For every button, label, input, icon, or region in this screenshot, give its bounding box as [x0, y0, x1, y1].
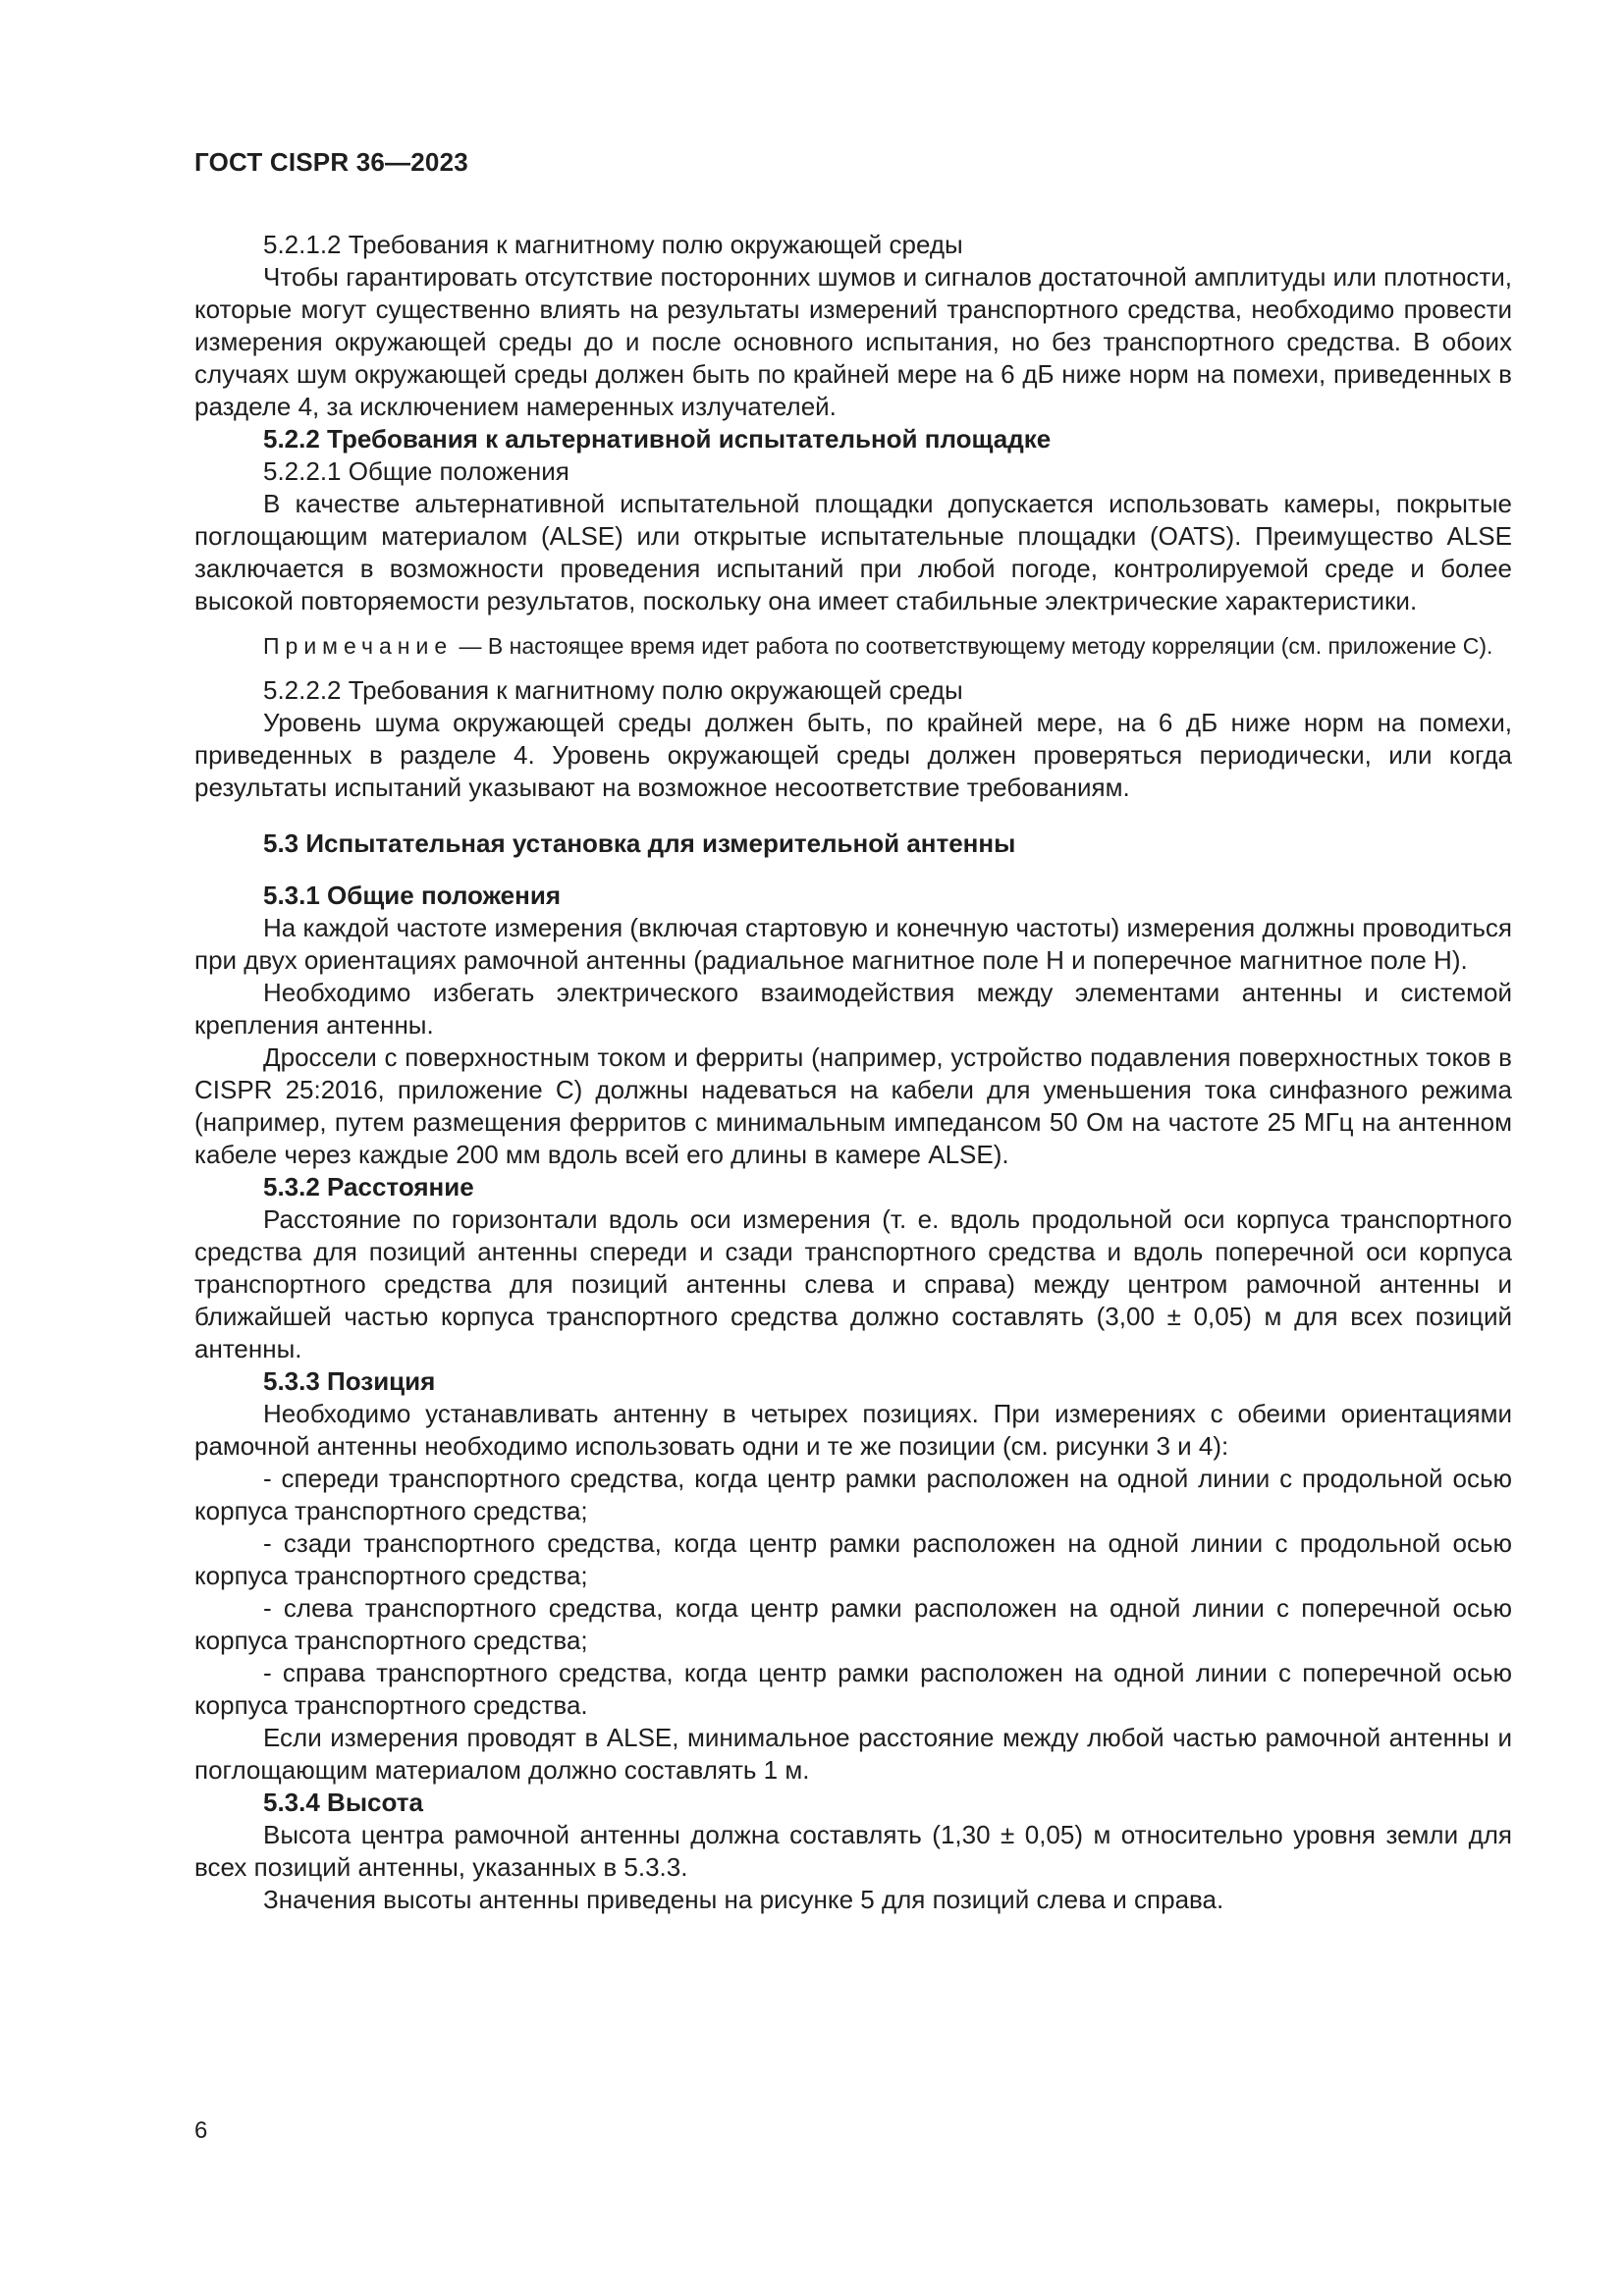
section-heading-5-3-1: 5.3.1 Общие положения [263, 881, 561, 910]
section-heading-5-3-4: 5.3.4 Высота [263, 1788, 423, 1817]
body-paragraph: В качестве альтернативной испытательной площадки допускается использовать камеры, покрытые поглощающим материалом (ALSE) или открытые испытательные площадки (OATS). Преимущество ALSE заключается в возможности проведения испытаний при любой погоде, контролируемой среде и более высокой повторяемости результатов, поскольку она имеет стабильные электрические характеристики. [194, 489, 1512, 615]
section-heading-5-3-2: 5.3.2 Расстояние [263, 1172, 474, 1201]
list-item: - сзади транспортного средства, когда центр рамки расположен на одной линии с продольной осью корпуса транспортного средства; [194, 1528, 1512, 1590]
body-paragraph: Уровень шума окружающей среды должен быть, по крайней мере, на 6 дБ ниже норм на помехи, приведенных в разделе 4. Уровень окружающей среды должен проверяться периодически, или когда результаты испытаний указывают на возможное несоответствие требованиям. [194, 708, 1512, 802]
body-paragraph: Если измерения проводят в ALSE, минимальное расстояние между любой частью рамочной антенны и поглощающим материалом должно составлять 1 м. [194, 1723, 1512, 1785]
page-number: 6 [194, 2117, 208, 2144]
body-paragraph: Дроссели с поверхностным током и ферриты (например, устройство подавления поверхностных токов в CISPR 25:2016, приложение C) должны надеваться на кабели для уменьшения тока синфазного режима (например, путем размещения ферритов с минимальным импедансом 50 Ом на частоте 25 МГц на антенном кабеле через каждые 200 мм вдоль всей его длины в камере ALSE). [194, 1042, 1512, 1169]
body-paragraph: Необходимо устанавливать антенну в четырех позициях. При измерениях с обеими ориентациями рамочной антенны необходимо использовать одни и те же позиции (см. рисунки 3 и 4): [194, 1399, 1512, 1461]
note-label: Примечание [263, 633, 454, 659]
section-heading-5-2-2: 5.2.2 Требования к альтернативной испытательной площадке [263, 424, 1052, 454]
body-paragraph: Расстояние по горизонтали вдоль оси измерения (т. е. вдоль продольной оси корпуса транспортного средства для позиций антенны спереди и сзади транспортного средства и вдоль поперечной оси корпуса транспортного средства для позиций антенны слева и справа) между центром рамочной антенны и ближайшей частью корпуса транспортного средства должно составлять (3,00 ± 0,05) м для всех позиций антенны. [194, 1204, 1512, 1363]
list-item: - справа транспортного средства, когда центр рамки расположен на одной линии с поперечной осью корпуса транспортного средства. [194, 1658, 1512, 1720]
document-body [194, 229, 1512, 1916]
body-paragraph: Значения высоты антенны приведены на рисунке 5 для позиций слева и справа. [263, 1885, 1224, 1914]
document-header: ГОСТ CISPR 36—2023 [194, 147, 468, 177]
body-paragraph: Высота центра рамочной антенны должна составлять (1,30 ± 0,05) м относительно уровня земли для всех позиций антенны, указанных в 5.3.3. [194, 1820, 1512, 1882]
section-heading-5-3: 5.3 Испытательная установка для измерительной антенны [263, 828, 1016, 858]
subsection-title-5-2-2-1: 5.2.2.1 Общие положения [263, 456, 569, 486]
subsection-title-5-2-2-2: 5.2.2.2 Требования к магнитному полю окружающей среды [263, 675, 963, 705]
section-heading-5-3-3: 5.3.3 Позиция [263, 1366, 436, 1396]
subsection-title-5-2-1-2: 5.2.1.2 Требования к магнитному полю окружающей среды [263, 230, 963, 259]
body-paragraph: Чтобы гарантировать отсутствие посторонних шумов и сигналов достаточной амплитуды или плотности, которые могут существенно влиять на результаты измерений транспортного средства, необходимо провести измерения окружающей среды до и после основного испытания, но без транспортного средства. В обоих случаях шум окружающей среды должен быть по крайней мере на 6 дБ ниже норм на помехи, приведенных в разделе 4, за исключением намеренных излучателей. [194, 262, 1512, 421]
list-item: - слева транспортного средства, когда центр рамки расположен на одной линии с поперечной осью корпуса транспортного средства; [194, 1593, 1512, 1655]
note-text: — В настоящее время идет работа по соответствующему методу корреляции (см. приложение C). [453, 633, 1493, 659]
list-item: - спереди транспортного средства, когда центр рамки расположен на одной линии с продольной осью корпуса транспортного средства; [194, 1464, 1512, 1525]
body-paragraph: На каждой частоте измерения (включая стартовую и конечную частоты) измерения должны проводиться при двух ориентациях рамочной антенны (радиальное магнитное поле H и поперечное магнитное поле H). [194, 913, 1512, 975]
body-paragraph: Необходимо избегать электрического взаимодействия между элементами антенны и системой крепления антенны. [194, 978, 1512, 1040]
note-paragraph [194, 631, 1512, 661]
